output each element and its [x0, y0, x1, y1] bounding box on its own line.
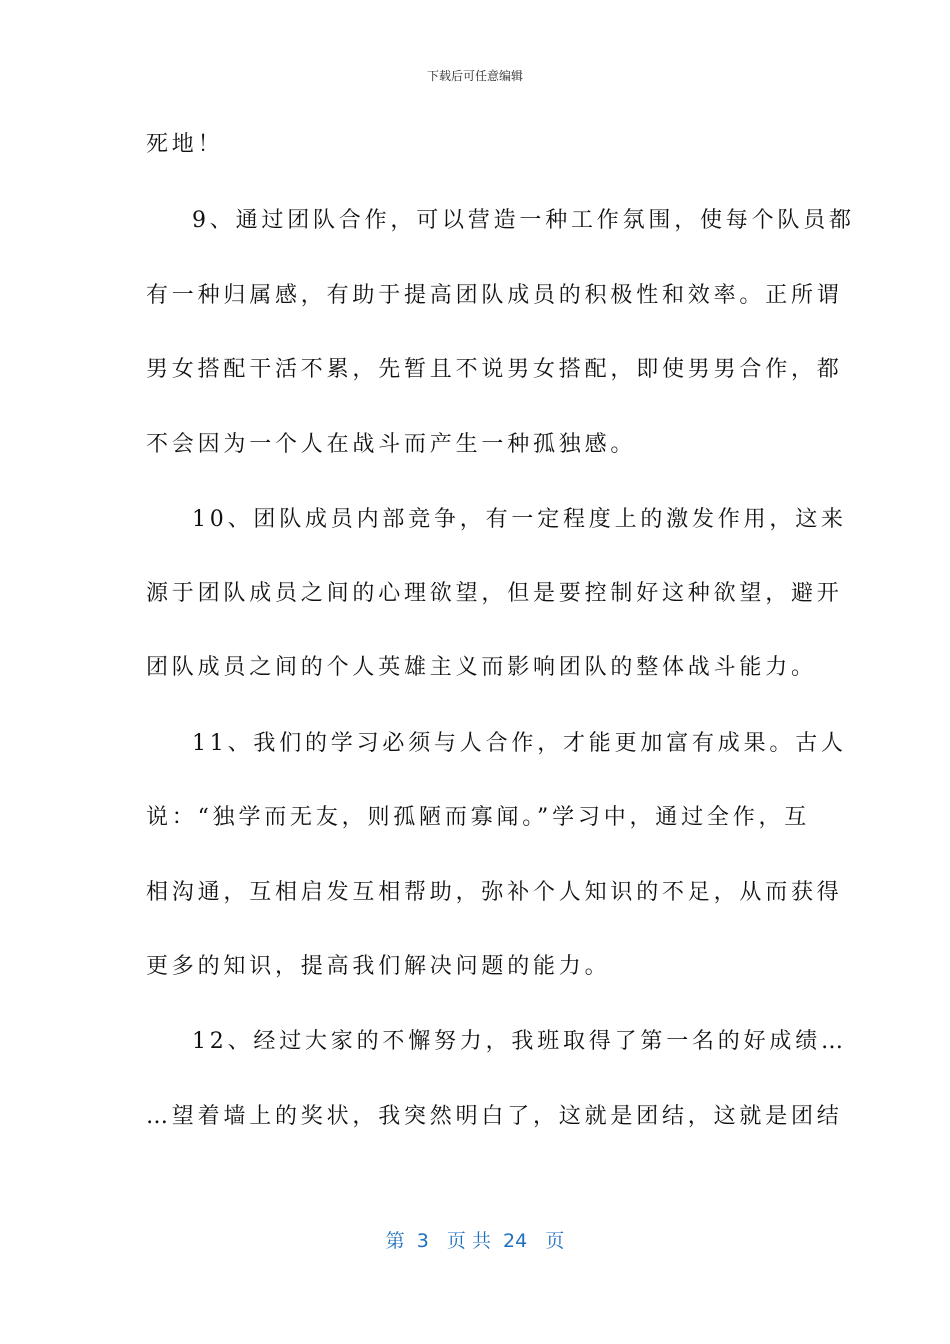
text-line: 相沟通，互相启发互相帮助，弥补个人知识的不足，从而获得	[146, 880, 843, 905]
text-line: 说：“独学而无友，则孤陋而寡闻。”学习中，通过全作，互	[146, 805, 811, 830]
text-line: 11、我们的学习必须与人合作，才能更加富有成果。古人	[192, 731, 847, 756]
text-line: 不会因为一个人在战斗而产生一种孤独感。	[146, 432, 637, 457]
text-line: 男女搭配干活不累，先暂且不说男女搭配，即使男男合作，都	[146, 357, 843, 382]
header-note: 下载后可任意编辑	[426, 69, 523, 83]
text-line: 有一种归属感，有助于提高团队成员的积极性和效率。正所谓	[146, 283, 843, 308]
text-line: 12、经过大家的不懈努力，我班取得了第一名的好成绩…	[192, 1029, 847, 1054]
text-line: 源于团队成员之间的心理欲望，但是要控制好这种欲望，避开	[146, 581, 843, 606]
text-line: 10、团队成员内部竞争，有一定程度上的激发作用，这来	[192, 507, 847, 532]
text-line: 更多的知识，提高我们解决问题的能力。	[146, 954, 611, 979]
page-number-footer: 第 3 页 共 24 页	[385, 1230, 565, 1252]
text-line: …望着墙上的奖状，我突然明白了，这就是团结，这就是团结	[146, 1104, 843, 1129]
text-line: 死地！	[146, 132, 224, 157]
text-line: 团队成员之间的个人英雄主义而影响团队的整体战斗能力。	[146, 655, 817, 680]
text-line: 9、通过团队合作，可以营造一种工作氛围，使每个队员都	[192, 208, 855, 233]
